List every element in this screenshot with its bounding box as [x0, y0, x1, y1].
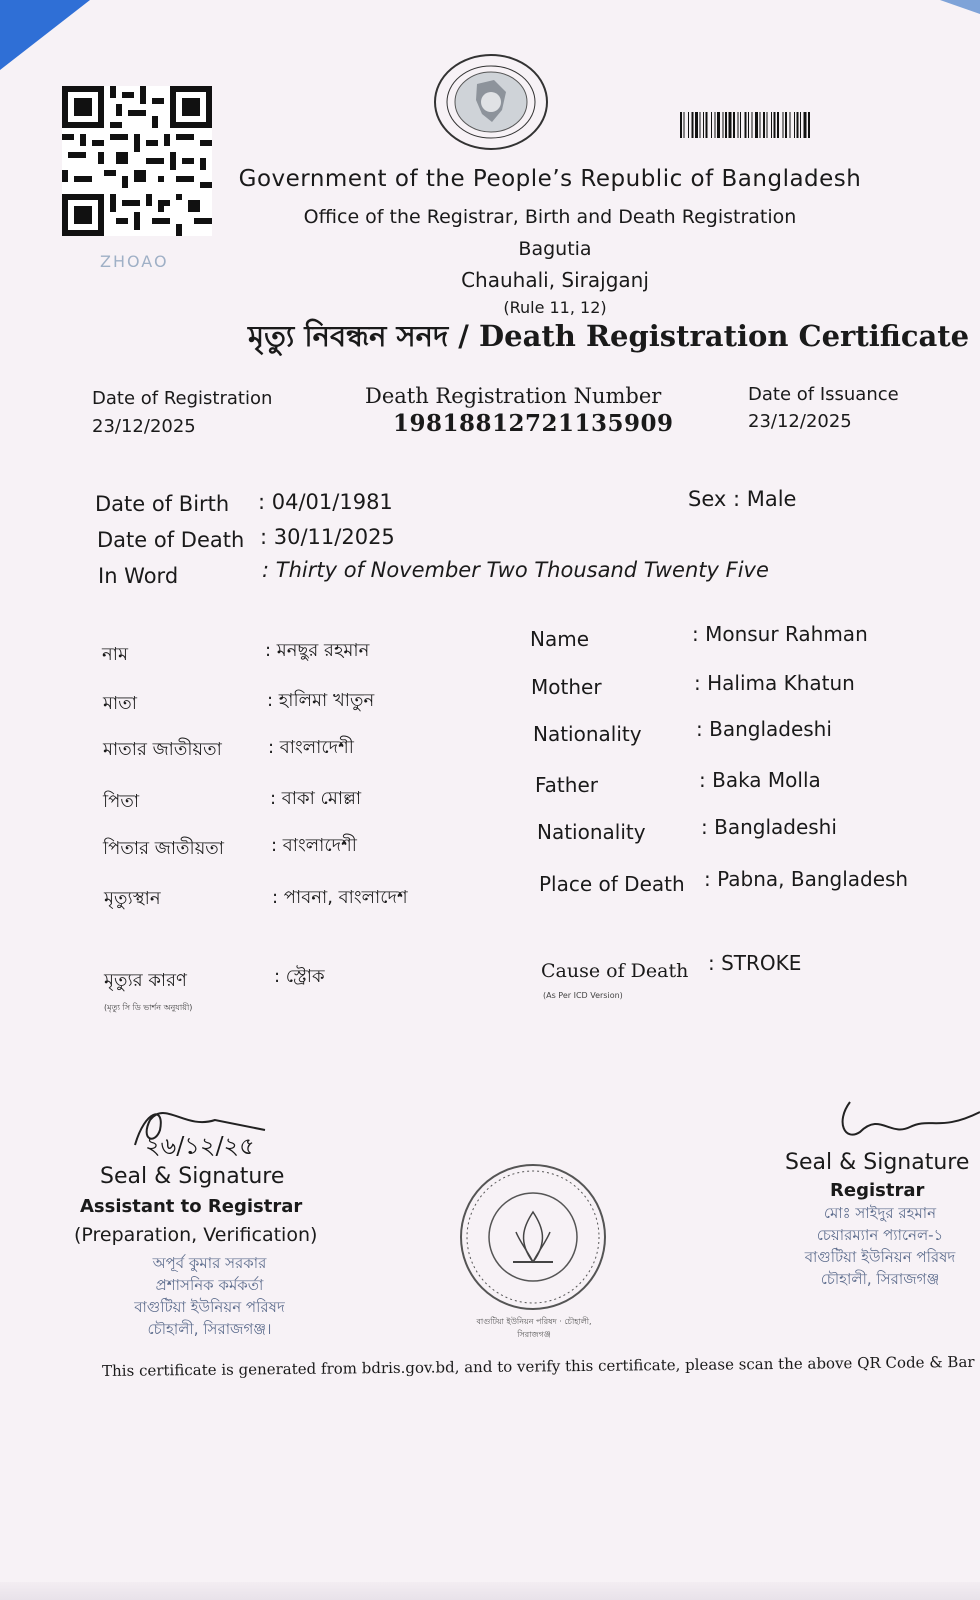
- place-of-death-label: Place of Death: [539, 872, 685, 896]
- bn-name-value: : মনছুর রহমান: [265, 640, 370, 661]
- bn-mother-value: : হালিমা খাতুন: [267, 690, 375, 711]
- bn-name-label: নাম: [102, 644, 128, 665]
- registration-date-label: Date of Registration: [92, 388, 273, 409]
- union-name: Bagutia: [518, 238, 592, 260]
- father-nationality-value: : Bangladeshi: [701, 815, 837, 839]
- page-bottom-edge: [0, 1582, 980, 1600]
- registrar-seal-label: Seal & Signature: [785, 1150, 970, 1175]
- bn-place-value: : পাবনা, বাংলাদেশ: [272, 887, 408, 908]
- bn-cause-value: : স্ট্রোক: [274, 966, 325, 987]
- assistant-signature-date: ২৬/১২/২৫: [145, 1132, 255, 1160]
- name-value: : Monsur Rahman: [692, 622, 868, 646]
- registrar-stamp-line: বাগুটিয়া ইউনিয়ন পরিষদ: [804, 1248, 956, 1266]
- verification-footer: This certificate is generated from bdris.gov.bd, and to verify this certificate, please scan the above QR Code & Bar: [102, 1352, 975, 1380]
- corner-accent-right: [940, 0, 980, 14]
- office-title: Office of the Registrar, Birth and Death Registration: [303, 206, 797, 228]
- mother-nationality-label: Nationality: [533, 722, 642, 746]
- registrar-stamp-line: মোঃ সাইদুর রহমান: [823, 1204, 937, 1222]
- cause-of-death-note: (As Per ICD Version): [543, 991, 623, 1000]
- assistant-stamp-line: চৌহালী, সিরাজগঞ্জ।: [147, 1320, 272, 1338]
- registration-number-label: Death Registration Number: [365, 384, 662, 408]
- birth-date-label: Date of Birth: [95, 492, 230, 516]
- registrar-signature-icon: [830, 1092, 980, 1148]
- location: Chauhali, Sirajganj: [461, 268, 649, 292]
- father-label: Father: [535, 773, 598, 797]
- cause-of-death-label: Cause of Death: [541, 960, 689, 982]
- name-label: Name: [530, 627, 590, 651]
- rule: (Rule 11, 12): [503, 298, 607, 317]
- barcode-icon: [680, 112, 920, 138]
- registrar-stamp: [785, 1202, 975, 1290]
- in-word-label: In Word: [98, 564, 179, 588]
- government-title: Government of the People’s Republic of Bangladesh: [238, 166, 862, 192]
- assistant-role: Assistant to Registrar: [80, 1196, 303, 1217]
- assistant-role-sub: (Preparation, Verification): [74, 1224, 318, 1246]
- place-of-death-value: : Pabna, Bangladesh: [704, 867, 909, 891]
- bn-father-nationality-label: পিতার জাতীয়তা: [103, 838, 225, 859]
- bn-mother-label: মাতা: [103, 693, 137, 714]
- qr-caption: ZHOAO: [100, 252, 169, 271]
- issuance-date-label: Date of Issuance: [748, 384, 899, 405]
- assistant-stamp: [122, 1252, 297, 1340]
- registrar-stamp-line: চেয়ারম্যান প্যানেল-১: [816, 1226, 944, 1244]
- registration-number-value: 19818812721135909: [393, 410, 674, 437]
- seal-ring-text: বাগুটিয়া ইউনিয়ন পরিষদ · চৌহালী, সিরাজগঞ্জ: [476, 1317, 592, 1339]
- assistant-seal-label: Seal & Signature: [100, 1164, 285, 1189]
- bn-cause-label: মৃত্যুর কারণ: [104, 970, 187, 991]
- corner-accent: [0, 0, 90, 70]
- mother-label: Mother: [531, 675, 602, 699]
- in-word-value: : Thirty of November Two Thousand Twenty Five: [262, 558, 769, 582]
- mother-value: : Halima Khatun: [694, 671, 855, 695]
- bn-place-label: মৃত্যুস্থান: [104, 888, 161, 909]
- issuance-date-value: 23/12/2025: [748, 411, 852, 432]
- bn-cause-note: (মৃত্যু সি ডি ভার্শন অনুযায়ী): [104, 1003, 193, 1012]
- assistant-stamp-line: বাগুটিয়া ইউনিয়ন পরিষদ: [134, 1298, 285, 1316]
- registrar-stamp-line: চৌহালী, সিরাজগঞ্জ: [820, 1270, 940, 1288]
- bn-father-label: পিতা: [103, 791, 140, 812]
- bn-mother-nationality-value: : বাংলাদেশী: [268, 737, 354, 758]
- government-emblem-icon: [432, 52, 550, 152]
- sex: Sex : Male: [688, 487, 797, 511]
- certificate-title: মৃত্যু নিবন্ধন সনদ / Death Registration Certificate: [248, 319, 970, 353]
- father-value: : Baka Molla: [699, 768, 821, 792]
- mother-nationality-value: : Bangladeshi: [696, 717, 832, 741]
- cause-of-death-value: : STROKE: [708, 951, 802, 975]
- death-date-value: : 30/11/2025: [260, 525, 395, 549]
- registration-date-value: 23/12/2025: [92, 416, 196, 437]
- birth-date-value: : 04/01/1981: [258, 490, 393, 514]
- registrar-role: Registrar: [830, 1180, 925, 1201]
- assistant-stamp-line: অপূর্ব কুমার সরকার: [152, 1254, 267, 1272]
- death-date-label: Date of Death: [97, 528, 245, 552]
- assistant-stamp-line: প্রশাসনিক কর্মকর্তা: [155, 1276, 264, 1294]
- bn-father-value: : বাকা মোল্লা: [270, 788, 362, 809]
- bn-mother-nationality-label: মাতার জাতীয়তা: [103, 739, 222, 760]
- union-seal-icon: [458, 1162, 608, 1312]
- father-nationality-label: Nationality: [537, 820, 646, 844]
- bn-father-nationality-value: : বাংলাদেশী: [271, 835, 357, 856]
